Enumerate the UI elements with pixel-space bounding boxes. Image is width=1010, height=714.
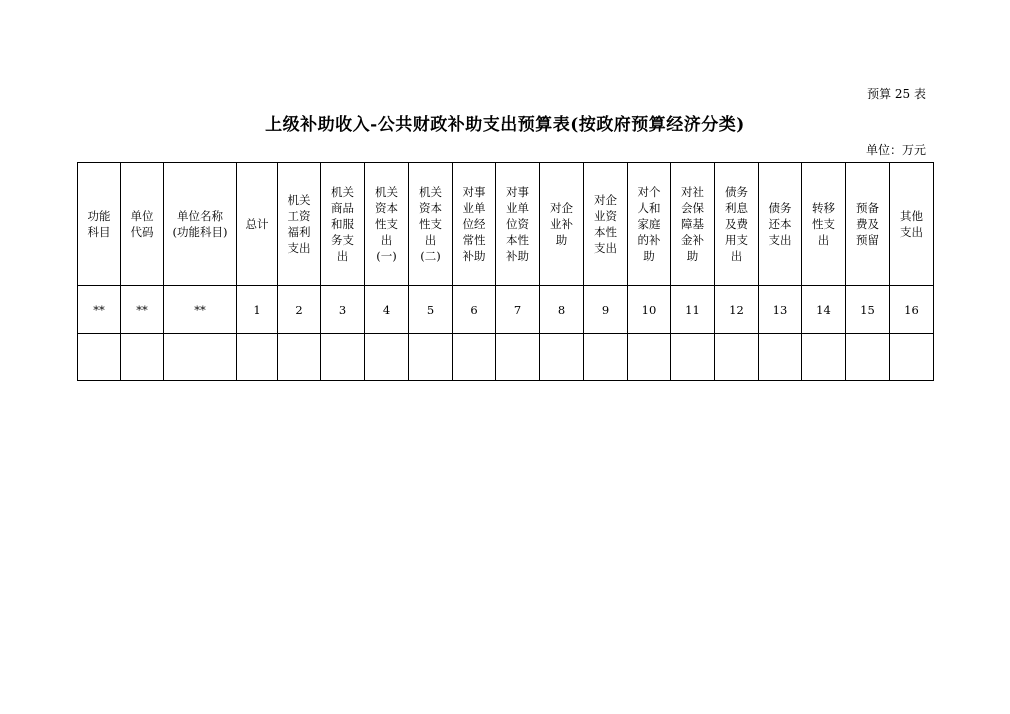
header-text: 机关工资福利支出 — [287, 193, 311, 255]
table-header-row — [78, 163, 934, 286]
data-cell — [846, 334, 890, 381]
header-cell — [164, 163, 237, 286]
data-cell — [628, 334, 671, 381]
header-text: 对事业单位资本性补助 — [505, 185, 529, 263]
code-cell: 11 — [671, 286, 715, 334]
code-cell: 8 — [540, 286, 584, 334]
header-text: 转移性支出 — [811, 201, 835, 247]
table-row — [78, 334, 934, 381]
data-cell — [409, 334, 453, 381]
header-text: 对社会保障基金补助 — [680, 185, 704, 263]
budget-table — [77, 162, 934, 381]
header-cell — [584, 163, 628, 286]
header-cell — [540, 163, 584, 286]
header-text: 对企业补助 — [549, 201, 573, 247]
code-cell: 4 — [365, 286, 409, 334]
header-cell — [237, 163, 278, 286]
header-cell — [78, 163, 121, 286]
header-text: 对个人和家庭的补助 — [637, 185, 661, 263]
data-cell — [237, 334, 278, 381]
header-text: 债务利息及费用支出 — [724, 185, 748, 263]
header-cell — [628, 163, 671, 286]
unit-label: 单位：万元 — [865, 143, 926, 157]
header-cell — [890, 163, 934, 286]
header-cell — [278, 163, 321, 286]
header-cell — [671, 163, 715, 286]
code-cell: 3 — [321, 286, 365, 334]
code-cell: 15 — [846, 286, 890, 334]
header-text: 对企业资本性支出 — [593, 193, 617, 255]
header-text: 其他支出 — [899, 209, 923, 239]
header-cell — [409, 163, 453, 286]
code-cell: 14 — [802, 286, 846, 334]
code-cell: 10 — [628, 286, 671, 334]
data-cell — [671, 334, 715, 381]
data-cell — [453, 334, 496, 381]
header-text: 债务还本支出 — [768, 201, 792, 247]
code-cell: 7 — [496, 286, 540, 334]
header-text: 单位名称 (功能科目) — [172, 209, 228, 239]
data-cell — [365, 334, 409, 381]
header-cell — [496, 163, 540, 286]
header-text: 机关资本性支出(一) — [374, 185, 398, 263]
code-cell: 12 — [715, 286, 759, 334]
code-cell: 13 — [759, 286, 802, 334]
header-cell — [715, 163, 759, 286]
header-text: 功能 科目 — [87, 209, 111, 239]
code-cell: 6 — [453, 286, 496, 334]
data-cell — [584, 334, 628, 381]
header-cell — [453, 163, 496, 286]
code-cell: 2 — [278, 286, 321, 334]
header-text: 总计 — [245, 217, 269, 231]
header-text: 机关商品和服务支出 — [330, 185, 354, 263]
data-cell — [759, 334, 802, 381]
header-text: 预备费及预留 — [855, 201, 879, 247]
header-cell — [759, 163, 802, 286]
data-cell — [715, 334, 759, 381]
code-cell: ** — [164, 286, 237, 334]
header-text: 机关资本性支出(二) — [418, 185, 442, 263]
code-cell: 16 — [890, 286, 934, 334]
code-cell: 5 — [409, 286, 453, 334]
header-text: 单位 代码 — [130, 209, 154, 239]
form-number: 预算 25 表 — [867, 87, 926, 101]
code-cell: ** — [121, 286, 164, 334]
data-cell — [164, 334, 237, 381]
header-cell — [365, 163, 409, 286]
data-cell — [890, 334, 934, 381]
data-cell — [321, 334, 365, 381]
data-cell — [278, 334, 321, 381]
table-row — [78, 286, 934, 334]
header-cell — [121, 163, 164, 286]
data-cell — [121, 334, 164, 381]
header-cell — [802, 163, 846, 286]
data-cell — [496, 334, 540, 381]
code-cell: 9 — [584, 286, 628, 334]
page-title: 上级补助收入-公共财政补助支出预算表(按政府预算经济分类) — [265, 115, 745, 135]
data-cell — [802, 334, 846, 381]
code-cell: ** — [78, 286, 121, 334]
code-cell: 1 — [237, 286, 278, 334]
data-cell — [78, 334, 121, 381]
header-cell — [321, 163, 365, 286]
data-cell — [540, 334, 584, 381]
header-cell — [846, 163, 890, 286]
header-text: 对事业单位经常性补助 — [462, 185, 486, 263]
